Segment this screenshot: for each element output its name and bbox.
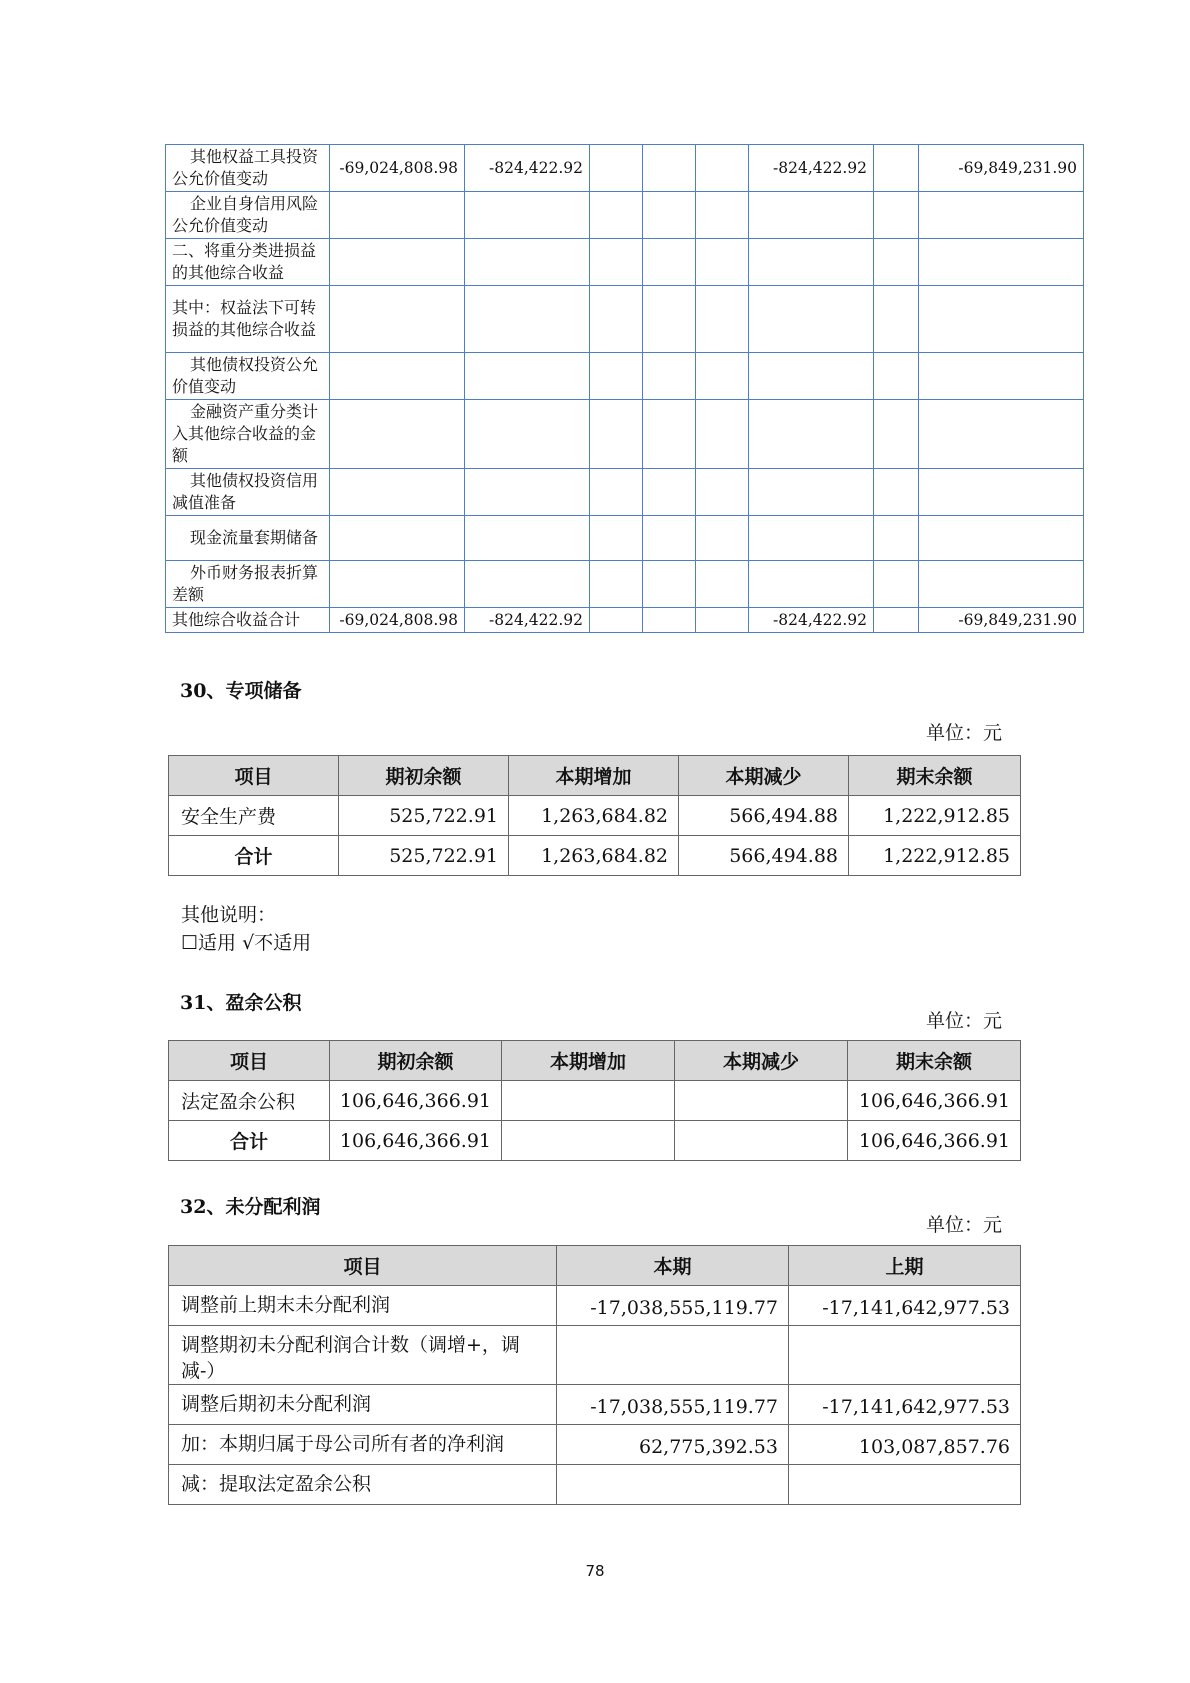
row-item: 合计 (169, 1121, 330, 1161)
row-value-c4 (643, 561, 696, 608)
row-value-c5 (696, 145, 749, 192)
row-value-c4 (643, 145, 696, 192)
row-decrease (675, 1121, 848, 1161)
row-item: 合计 (169, 836, 339, 876)
row-current: -17,038,555,119.77 (557, 1385, 789, 1425)
row-value-c1 (330, 561, 465, 608)
table-row-total (169, 1121, 1021, 1161)
row-value-c7 (874, 145, 919, 192)
section32-unit: 单位：元 (926, 1214, 1003, 1236)
surplus-reserve-table (168, 1040, 1021, 1161)
row-value-c5 (696, 469, 749, 516)
row-value-c1 (330, 286, 465, 353)
table-row (166, 516, 1084, 561)
table-row (169, 1286, 1021, 1326)
row-item: 加：本期归属于母公司所有者的净利润 (169, 1425, 557, 1465)
row-prior: -17,141,642,977.53 (789, 1385, 1021, 1425)
row-value-c3 (590, 286, 643, 353)
table-row-total (169, 836, 1021, 876)
row-end: 1,222,912.85 (849, 836, 1021, 876)
row-label (166, 608, 330, 633)
row-item: 调整期初未分配利润合计数（调增+，调减-） (169, 1326, 557, 1385)
col-header-item: 项目 (169, 1246, 557, 1286)
row-increase: 1,263,684.82 (509, 796, 679, 836)
row-value-c6 (749, 192, 874, 239)
row-label (166, 239, 330, 286)
row-decrease (675, 1081, 848, 1121)
col-header-item: 项目 (169, 756, 339, 796)
row-value-c3 (590, 400, 643, 469)
row-label-text: 其他权益工具投资公允价值变动 (172, 147, 319, 188)
row-value-c4 (643, 239, 696, 286)
row-label-text: 二、将重分类进损益的其他综合收益 (172, 241, 317, 282)
row-value-c7 (874, 353, 919, 400)
row-label-text: 现金流量套期储备 (190, 528, 319, 547)
col-header-end: 期末余额 (848, 1041, 1021, 1081)
row-label-text: 其他债权投资信用减值准备 (172, 471, 319, 512)
table-row (169, 1385, 1021, 1425)
row-value-c2 (465, 516, 590, 561)
row-value-c6 (749, 239, 874, 286)
row-value-c8 (919, 469, 1084, 516)
row-value-c7 (874, 516, 919, 561)
row-value-c5 (696, 239, 749, 286)
row-value-c7 (874, 561, 919, 608)
row-value-c4 (643, 286, 696, 353)
col-header-prior: 上期 (789, 1246, 1021, 1286)
table-row (169, 1081, 1021, 1121)
col-header-increase: 本期增加 (509, 756, 679, 796)
row-value-c2 (465, 469, 590, 516)
special-reserve-table (168, 755, 1021, 876)
table-row (169, 1425, 1021, 1465)
section31-unit: 单位：元 (926, 1010, 1003, 1032)
row-value-c5 (696, 516, 749, 561)
row-value-c2 (465, 561, 590, 608)
row-item: 法定盈余公积 (169, 1081, 330, 1121)
row-value-c2 (465, 192, 590, 239)
row-item: 调整前上期末未分配利润 (169, 1286, 557, 1326)
table-row (166, 192, 1084, 239)
table-row (166, 561, 1084, 608)
row-value-c6 (749, 516, 874, 561)
table-header-row (169, 756, 1021, 796)
table-header-row (169, 1246, 1021, 1286)
row-label (166, 469, 330, 516)
row-value-c3 (590, 469, 643, 516)
row-value-c8 (919, 561, 1084, 608)
row-value-c7 (874, 192, 919, 239)
row-end: 1,222,912.85 (849, 796, 1021, 836)
row-item: 安全生产费 (169, 796, 339, 836)
col-header-current: 本期 (557, 1246, 789, 1286)
col-header-decrease: 本期减少 (675, 1041, 848, 1081)
applicability-options: ☐适用 √不适用 (181, 932, 312, 954)
row-increase: 1,263,684.82 (509, 836, 679, 876)
row-value-c1 (330, 192, 465, 239)
undistributed-profit-table (168, 1245, 1021, 1505)
row-value-c8 (919, 192, 1084, 239)
row-value-c3 (590, 239, 643, 286)
row-value-c6 (749, 400, 874, 469)
section31-heading: 31、盈余公积 (180, 992, 302, 1014)
row-value-c3 (590, 561, 643, 608)
row-label-text: 外币财务报表折算差额 (172, 563, 319, 604)
col-header-begin: 期初余额 (339, 756, 509, 796)
row-value-c1: -69,024,808.98 (330, 608, 465, 633)
row-value-c2 (465, 239, 590, 286)
row-value-c4 (643, 400, 696, 469)
row-prior: -17,141,642,977.53 (789, 1286, 1021, 1326)
row-value-c7 (874, 286, 919, 353)
row-decrease: 566,494.88 (679, 836, 849, 876)
row-value-c2: -824,422.92 (465, 145, 590, 192)
row-value-c1 (330, 239, 465, 286)
row-value-c3 (590, 145, 643, 192)
row-value-c7 (874, 608, 919, 633)
row-label (166, 516, 330, 561)
table-row (166, 608, 1084, 633)
table-row (166, 400, 1084, 469)
row-label (166, 353, 330, 400)
row-value-c6 (749, 469, 874, 516)
row-item: 减：提取法定盈余公积 (169, 1465, 557, 1505)
row-label (166, 192, 330, 239)
row-value-c8: -69,849,231.90 (919, 608, 1084, 633)
section32-heading: 32、未分配利润 (180, 1196, 321, 1218)
col-header-increase: 本期增加 (502, 1041, 675, 1081)
row-begin: 525,722.91 (339, 836, 509, 876)
section30-unit: 单位：元 (926, 722, 1003, 744)
other-notes-label: 其他说明： (181, 904, 277, 926)
oci-table-body (166, 145, 1084, 633)
row-value-c2: -824,422.92 (465, 608, 590, 633)
row-label (166, 286, 330, 353)
row-value-c1: -69,024,808.98 (330, 145, 465, 192)
table-header-row (169, 1041, 1021, 1081)
table-row (169, 796, 1021, 836)
row-begin: 106,646,366.91 (330, 1121, 502, 1161)
table-row (166, 353, 1084, 400)
row-current (557, 1326, 789, 1385)
row-value-c8 (919, 286, 1084, 353)
row-end: 106,646,366.91 (848, 1121, 1021, 1161)
row-label (166, 561, 330, 608)
table-row (166, 469, 1084, 516)
row-label (166, 145, 330, 192)
row-value-c7 (874, 400, 919, 469)
row-value-c4 (643, 469, 696, 516)
row-value-c8 (919, 353, 1084, 400)
row-value-c8 (919, 239, 1084, 286)
row-item: 调整后期初未分配利润 (169, 1385, 557, 1425)
row-current: -17,038,555,119.77 (557, 1286, 789, 1326)
row-value-c1 (330, 469, 465, 516)
row-value-c3 (590, 353, 643, 400)
row-label-text: 其他综合收益合计 (172, 610, 301, 629)
row-value-c5 (696, 608, 749, 633)
row-label-text: 其中：权益法下可转损益的其他综合收益 (172, 298, 317, 339)
row-value-c3 (590, 516, 643, 561)
section30-heading: 30、专项储备 (180, 680, 302, 702)
row-value-c6 (749, 353, 874, 400)
row-value-c1 (330, 400, 465, 469)
row-value-c2 (465, 286, 590, 353)
row-value-c3 (590, 608, 643, 633)
row-value-c8 (919, 400, 1084, 469)
row-value-c4 (643, 353, 696, 400)
table-row (166, 286, 1084, 353)
row-decrease: 566,494.88 (679, 796, 849, 836)
row-label (166, 400, 330, 469)
row-value-c5 (696, 353, 749, 400)
row-value-c5 (696, 400, 749, 469)
col-header-item: 项目 (169, 1041, 330, 1081)
row-value-c4 (643, 192, 696, 239)
row-value-c7 (874, 239, 919, 286)
table-row (166, 239, 1084, 286)
row-value-c2 (465, 353, 590, 400)
row-end: 106,646,366.91 (848, 1081, 1021, 1121)
col-header-end: 期末余额 (849, 756, 1021, 796)
row-label-text: 企业自身信用风险公允价值变动 (172, 194, 319, 235)
col-header-begin: 期初余额 (330, 1041, 502, 1081)
row-value-c6 (749, 561, 874, 608)
table-row (169, 1326, 1021, 1385)
row-value-c6 (749, 286, 874, 353)
row-value-c5 (696, 286, 749, 353)
row-value-c4 (643, 516, 696, 561)
row-value-c2 (465, 400, 590, 469)
row-prior (789, 1465, 1021, 1505)
row-value-c1 (330, 516, 465, 561)
row-increase (502, 1081, 675, 1121)
row-prior: 103,087,857.76 (789, 1425, 1021, 1465)
row-value-c7 (874, 469, 919, 516)
table-row (169, 1465, 1021, 1505)
page-number: 78 (585, 1562, 605, 1580)
row-value-c4 (643, 608, 696, 633)
oci-table (165, 144, 1084, 633)
row-value-c3 (590, 192, 643, 239)
col-header-decrease: 本期减少 (679, 756, 849, 796)
row-value-c6: -824,422.92 (749, 608, 874, 633)
row-increase (502, 1121, 675, 1161)
row-prior (789, 1326, 1021, 1385)
row-value-c8: -69,849,231.90 (919, 145, 1084, 192)
row-begin: 106,646,366.91 (330, 1081, 502, 1121)
row-current: 62,775,392.53 (557, 1425, 789, 1465)
row-value-c5 (696, 561, 749, 608)
row-current (557, 1465, 789, 1505)
row-value-c5 (696, 192, 749, 239)
row-value-c1 (330, 353, 465, 400)
row-label-text: 其他债权投资公允价值变动 (172, 355, 319, 396)
row-begin: 525,722.91 (339, 796, 509, 836)
row-value-c6: -824,422.92 (749, 145, 874, 192)
row-value-c8 (919, 516, 1084, 561)
table-row (166, 145, 1084, 192)
row-label-text: 金融资产重分类计入其他综合收益的金额 (172, 402, 319, 465)
